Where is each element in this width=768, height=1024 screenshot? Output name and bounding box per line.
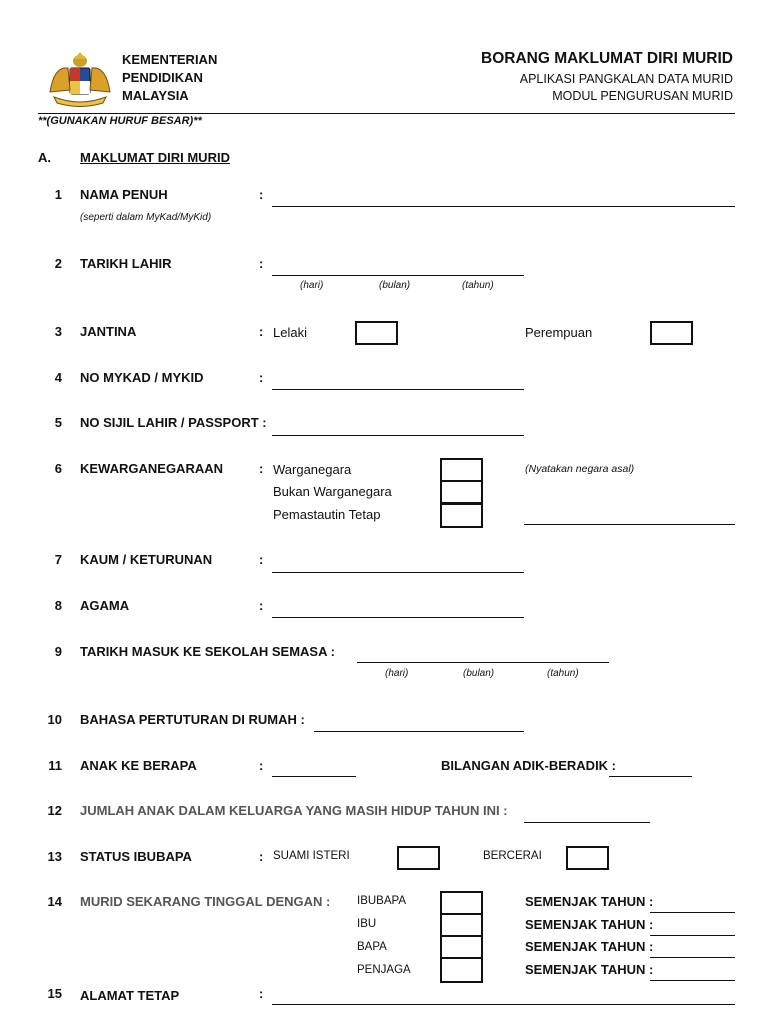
origin-country-note: (Nyatakan negara asal) <box>525 463 635 475</box>
field-number: 2 <box>54 256 62 271</box>
citizen-checkbox[interactable] <box>440 458 483 482</box>
field-label-religion: AGAMA <box>80 598 130 613</box>
married-label: SUAMI ISTERI <box>273 850 350 862</box>
religion-input-line[interactable] <box>272 617 524 618</box>
field-label-living-children: JUMLAH ANAK DALAM KELUARGA YANG MASIH HIDUP TAHUN INI : <box>80 803 508 818</box>
colon: : <box>259 370 264 385</box>
field-label-mykad: NO MYKAD / MYKID <box>80 370 204 385</box>
header-rule <box>38 113 735 114</box>
since-year-label: SEMENJAK TAHUN : <box>525 962 654 977</box>
origin-country-input-line[interactable] <box>524 524 735 525</box>
gender-female-checkbox[interactable] <box>650 321 693 345</box>
section-letter: A. <box>38 150 51 165</box>
gender-male-checkbox[interactable] <box>355 321 398 345</box>
lives-with-father-label: BAPA <box>357 941 387 953</box>
ministry-line-1: KEMENTERIAN <box>122 52 218 67</box>
since-year-label: SEMENJAK TAHUN : <box>525 894 654 909</box>
permanent-address-input-line[interactable] <box>272 1004 735 1005</box>
permanent-resident-checkbox[interactable] <box>440 503 483 528</box>
field-label-full-name: NAMA PENUH <box>80 187 168 202</box>
crest-logo <box>44 50 116 110</box>
field-label-birth-cert: NO SIJIL LAHIR / PASSPORT : <box>80 415 267 430</box>
field-label-child-order: ANAK KE BERAPA <box>80 758 197 773</box>
lives-with-parents-label: IBUBAPA <box>357 895 406 907</box>
colon: : <box>259 256 264 271</box>
field-number: 5 <box>54 415 62 430</box>
entry-year-hint: (tahun) <box>547 668 579 679</box>
header-right <box>481 50 733 103</box>
living-children-input-line[interactable] <box>524 822 650 823</box>
field-label-race: KAUM / KETURUNAN <box>80 552 213 567</box>
gender-male-label: Lelaki <box>273 325 307 340</box>
field-label-gender: JANTINA <box>80 324 137 339</box>
birth-cert-input-line[interactable] <box>272 435 524 436</box>
since-year-parents-input-line[interactable] <box>650 912 735 913</box>
non-citizen-checkbox[interactable] <box>440 480 483 504</box>
field-hint-full-name: (seperti dalam MyKad/MyKid) <box>80 212 212 223</box>
entry-day-hint: (hari) <box>385 668 409 679</box>
colon: : <box>259 598 264 613</box>
field-number: 4 <box>54 370 62 385</box>
birth-date-input-line[interactable] <box>272 275 524 276</box>
field-number: 3 <box>54 324 62 339</box>
since-year-label: SEMENJAK TAHUN : <box>525 939 654 954</box>
subtitle-2: MODUL PENGURUSAN MURID <box>552 89 733 103</box>
subtitle-1: APLIKASI PANGKALAN DATA MURID <box>519 72 733 86</box>
field-number: 7 <box>54 552 62 567</box>
colon: : <box>259 461 264 476</box>
since-year-label: SEMENJAK TAHUN : <box>525 917 654 932</box>
permanent-resident-label: Pemastautin Tetap <box>273 507 381 522</box>
field-number: 8 <box>54 598 62 613</box>
since-year-mother-input-line[interactable] <box>650 935 735 936</box>
field-number: 14 <box>47 894 62 909</box>
field-label-birth-date: TARIKH LAHIR <box>80 256 172 271</box>
since-year-father-input-line[interactable] <box>650 957 735 958</box>
school-entry-date-input-line[interactable] <box>357 662 609 663</box>
gender-female-label: Perempuan <box>525 325 593 340</box>
field-number: 10 <box>47 712 62 727</box>
lives-with-father-checkbox[interactable] <box>440 935 483 959</box>
colon: : <box>259 187 264 202</box>
race-input-line[interactable] <box>272 572 524 573</box>
lives-with-mother-checkbox[interactable] <box>440 913 483 937</box>
divorced-label: BERCERAI <box>483 850 542 862</box>
full-name-input-line[interactable] <box>272 206 735 207</box>
field-number: 6 <box>54 461 62 476</box>
instruction: **(GUNAKAN HURUF BESAR)** <box>38 115 202 127</box>
married-checkbox[interactable] <box>397 846 440 870</box>
field-number: 13 <box>47 849 62 864</box>
non-citizen-label: Bukan Warganegara <box>273 484 392 499</box>
since-year-guardian-input-line[interactable] <box>650 980 735 981</box>
colon: : <box>259 758 264 773</box>
ministry-name <box>122 51 217 105</box>
ministry-line-2: PENDIDIKAN <box>122 70 203 85</box>
field-number: 11 <box>48 758 62 773</box>
colon: : <box>259 552 264 567</box>
lives-with-guardian-checkbox[interactable] <box>440 957 483 983</box>
field-label-siblings-count: BILANGAN ADIK-BERADIK : <box>441 758 617 773</box>
home-language-input-line[interactable] <box>314 731 524 732</box>
lives-with-mother-label: IBU <box>357 918 377 930</box>
section-title: MAKLUMAT DIRI MURID <box>80 150 230 165</box>
colon: : <box>259 849 264 864</box>
field-number: 9 <box>54 644 62 659</box>
lives-with-guardian-label: PENJAGA <box>357 964 411 976</box>
birth-year-hint: (tahun) <box>462 280 494 291</box>
field-label-permanent-address: ALAMAT TETAP <box>80 988 180 1003</box>
entry-month-hint: (bulan) <box>463 668 495 679</box>
field-label-home-language: BAHASA PERTUTURAN DI RUMAH : <box>80 712 305 727</box>
colon: : <box>259 324 264 339</box>
colon: : <box>259 986 264 1001</box>
field-number: 12 <box>47 803 62 818</box>
ministry-line-3: MALAYSIA <box>122 88 189 103</box>
birth-month-hint: (bulan) <box>379 280 411 291</box>
divorced-checkbox[interactable] <box>566 846 609 870</box>
field-number: 15 <box>47 986 62 1001</box>
field-number: 1 <box>54 187 62 202</box>
mykad-input-line[interactable] <box>272 389 524 390</box>
form-title: BORANG MAKLUMAT DIRI MURID <box>481 50 733 67</box>
lives-with-parents-checkbox[interactable] <box>440 891 483 915</box>
birth-day-hint: (hari) <box>300 280 324 291</box>
field-label-lives-with: MURID SEKARANG TINGGAL DENGAN : <box>80 894 331 909</box>
field-label-school-entry-date: TARIKH MASUK KE SEKOLAH SEMASA : <box>80 644 335 659</box>
child-order-input-line[interactable] <box>272 776 356 777</box>
citizen-label: Warganegara <box>273 462 352 477</box>
field-label-parent-status: STATUS IBUBAPA <box>80 849 192 864</box>
field-label-citizenship: KEWARGANEGARAAN <box>80 461 223 476</box>
siblings-count-input-line[interactable] <box>609 776 692 777</box>
